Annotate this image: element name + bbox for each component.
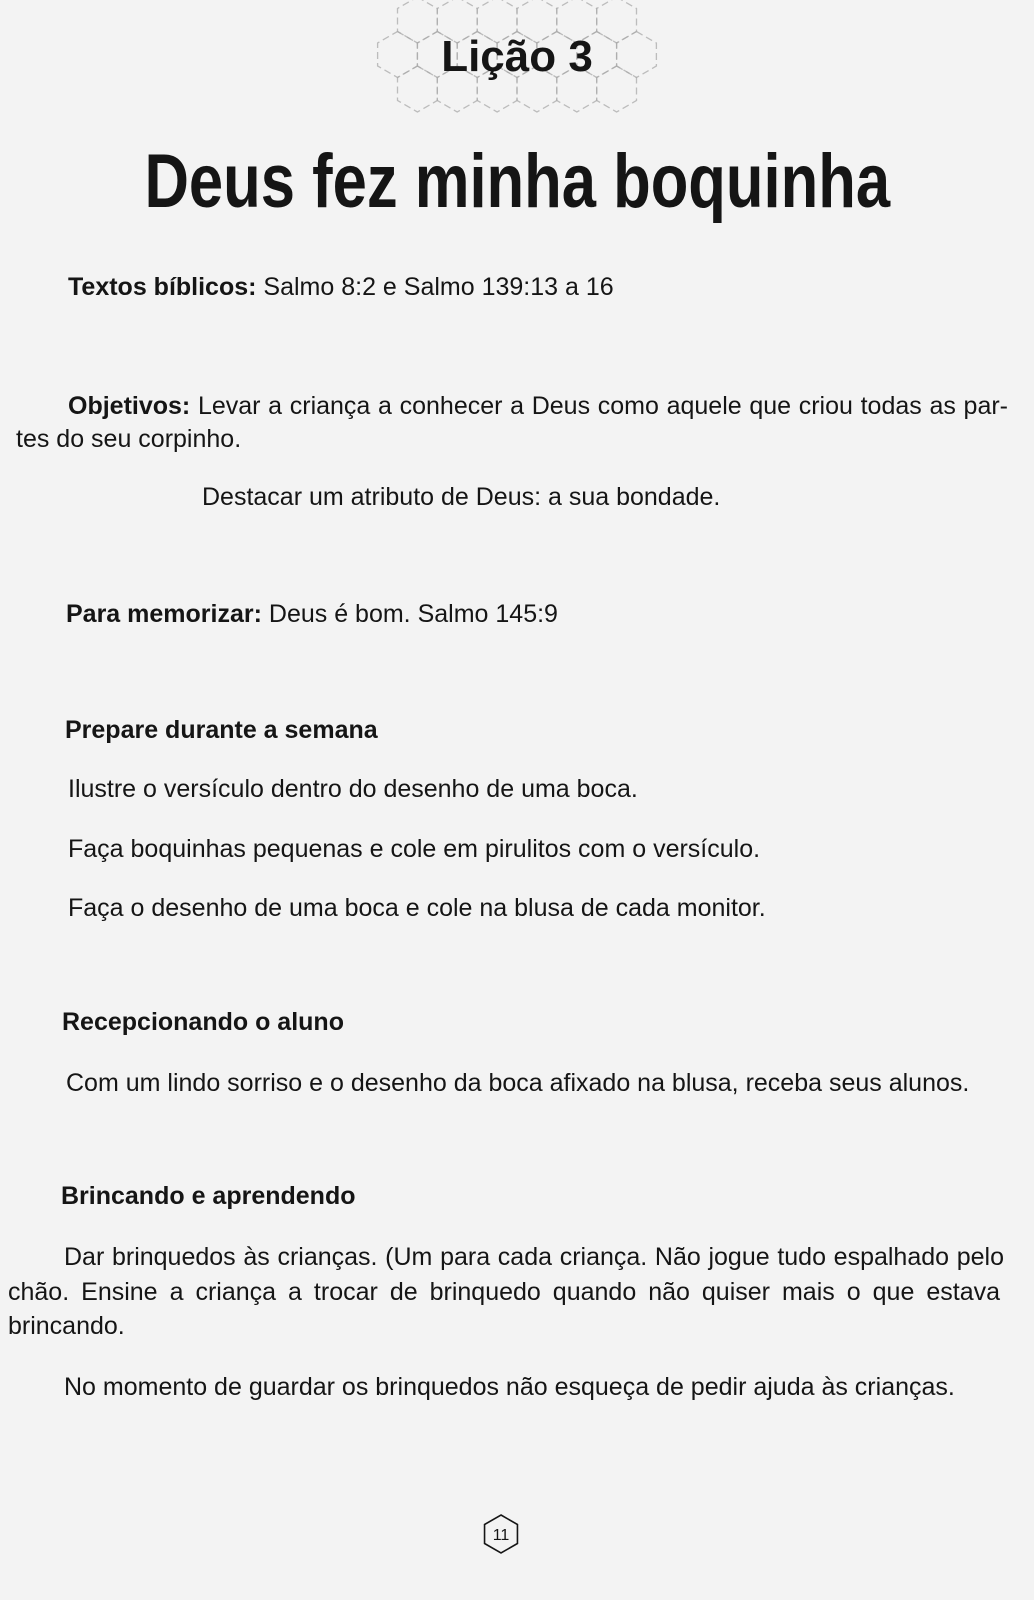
objetivos-text-1: Levar a criança a conhecer a Deus como aquele que criou todas as par-: [197, 392, 1008, 420]
brincando-paragraph-line: brincando.: [8, 1312, 125, 1340]
prepare-item: Faça o desenho de uma boca e cole na blusa de cada monitor.: [68, 894, 766, 922]
memorizar-verse: Deus é bom. Salmo 145:9: [268, 600, 558, 628]
textos-biblicos-label: Textos bíblicos:: [68, 273, 257, 301]
prepare-item: Ilustre o versículo dentro do desenho de uma boca.: [68, 775, 638, 803]
memorizar-label: Para memorizar:: [66, 600, 262, 628]
page-number: 11: [492, 1527, 510, 1544]
page-title: Deus fez minha boquinha: [144, 139, 890, 224]
recepcionando-heading: Recepcionando o aluno: [62, 1008, 344, 1036]
textos-biblicos-line: [68, 272, 614, 302]
textos-biblicos-value: Salmo 8:2 e Salmo 139:13 a 16: [263, 273, 614, 301]
objetivos-line-3: Destacar um atributo de Deus: a sua bondade.: [202, 483, 721, 511]
brincando-heading: Brincando e aprendendo: [61, 1182, 356, 1210]
recepcionando-text: Com um lindo sorriso e o desenho da boca afixado na blusa, receba seus alunos.: [66, 1069, 970, 1097]
objetivos-label: Objetivos:: [68, 392, 191, 420]
brincando-text-2: No momento de guardar os brinquedos não esqueça de pedir ajuda às crianças.: [64, 1373, 955, 1401]
page-number-badge: [482, 1513, 520, 1555]
brincando-paragraph-line: chão. Ensine a criança a trocar de brinquedo quando não quiser mais o que estava: [8, 1278, 1000, 1306]
brincando-paragraph-line: Dar brinquedos às crianças. (Um para cada criança. Não jogue tudo espalhado pelo: [64, 1243, 1004, 1271]
prepare-item: Faça boquinhas pequenas e cole em pirulitos com o versículo.: [68, 835, 761, 863]
objetivos-line-2: tes do seu corpinho.: [16, 425, 242, 453]
memorizar-line: [66, 599, 558, 629]
objetivos-line-1: [68, 391, 1008, 421]
lesson-number: Lição 3: [441, 32, 593, 81]
title-block: [0, 139, 1034, 241]
prepare-heading: Prepare durante a semana: [65, 716, 378, 744]
